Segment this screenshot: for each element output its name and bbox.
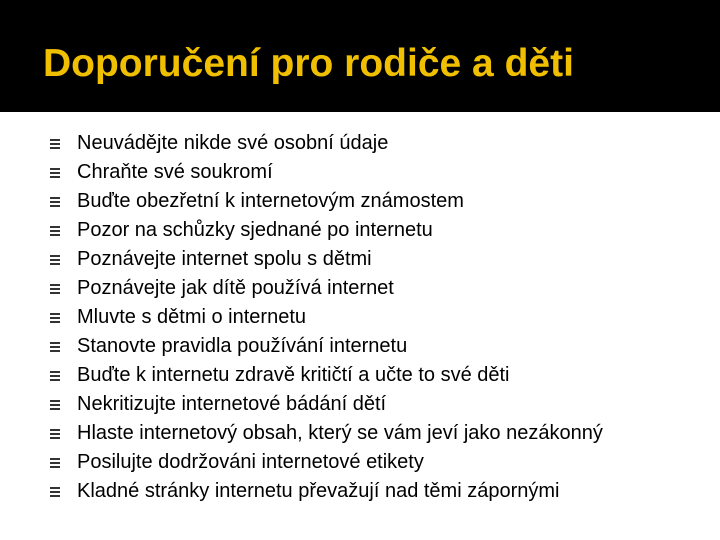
bullet-item — [50, 477, 690, 506]
three-line-bullet-icon — [50, 139, 60, 149]
bullet-item — [50, 448, 690, 477]
three-line-bullet-icon — [50, 429, 60, 439]
slide-title: Doporučení pro rodiče a děti — [43, 42, 574, 85]
bullet-item — [50, 419, 690, 448]
three-line-bullet-icon — [50, 458, 60, 468]
bullet-item — [50, 361, 690, 390]
bullet-text: Neuvádějte nikde své osobní údaje — [77, 132, 389, 154]
bullet-item — [50, 303, 690, 332]
three-line-bullet-icon — [50, 197, 60, 207]
three-line-bullet-icon — [50, 487, 60, 497]
bullet-text: Poznávejte internet spolu s dětmi — [77, 248, 372, 270]
three-line-bullet-icon — [50, 371, 60, 381]
bullet-item — [50, 216, 690, 245]
bullet-text: Stanovte pravidla používání internetu — [77, 335, 408, 357]
bullet-item — [50, 187, 690, 216]
three-line-bullet-icon — [50, 284, 60, 294]
bullet-text: Posilujte dodržováni internetové etikety — [77, 451, 424, 473]
three-line-bullet-icon — [50, 342, 60, 352]
bullet-text: Buďte obezřetní k internetovým známostem — [77, 190, 464, 212]
bullet-text: Buďte k internetu zdravě kritičtí a učte to své děti — [77, 364, 510, 386]
bullet-item — [50, 274, 690, 303]
bullet-text: Chraňte své soukromí — [77, 161, 273, 183]
bullet-text: Pozor na schůzky sjednané po internetu — [77, 219, 433, 241]
bullet-item — [50, 245, 690, 274]
bullet-item — [50, 158, 690, 187]
bullet-text: Hlaste internetový obsah, který se vám jeví jako nezákonný — [77, 422, 603, 444]
bullet-text: Mluvte s dětmi o internetu — [77, 306, 306, 328]
bullet-item — [50, 390, 690, 419]
bullet-text: Kladné stránky internetu převažují nad těmi zápornými — [77, 480, 560, 502]
three-line-bullet-icon — [50, 400, 60, 410]
three-line-bullet-icon — [50, 255, 60, 265]
bullet-text: Nekritizujte internetové bádání dětí — [77, 393, 387, 415]
bullet-list — [50, 129, 690, 506]
three-line-bullet-icon — [50, 226, 60, 236]
bullet-item — [50, 129, 690, 158]
three-line-bullet-icon — [50, 168, 60, 178]
bullet-text: Poznávejte jak dítě používá internet — [77, 277, 394, 299]
bullet-item — [50, 332, 690, 361]
three-line-bullet-icon — [50, 313, 60, 323]
title-bar — [0, 0, 720, 112]
